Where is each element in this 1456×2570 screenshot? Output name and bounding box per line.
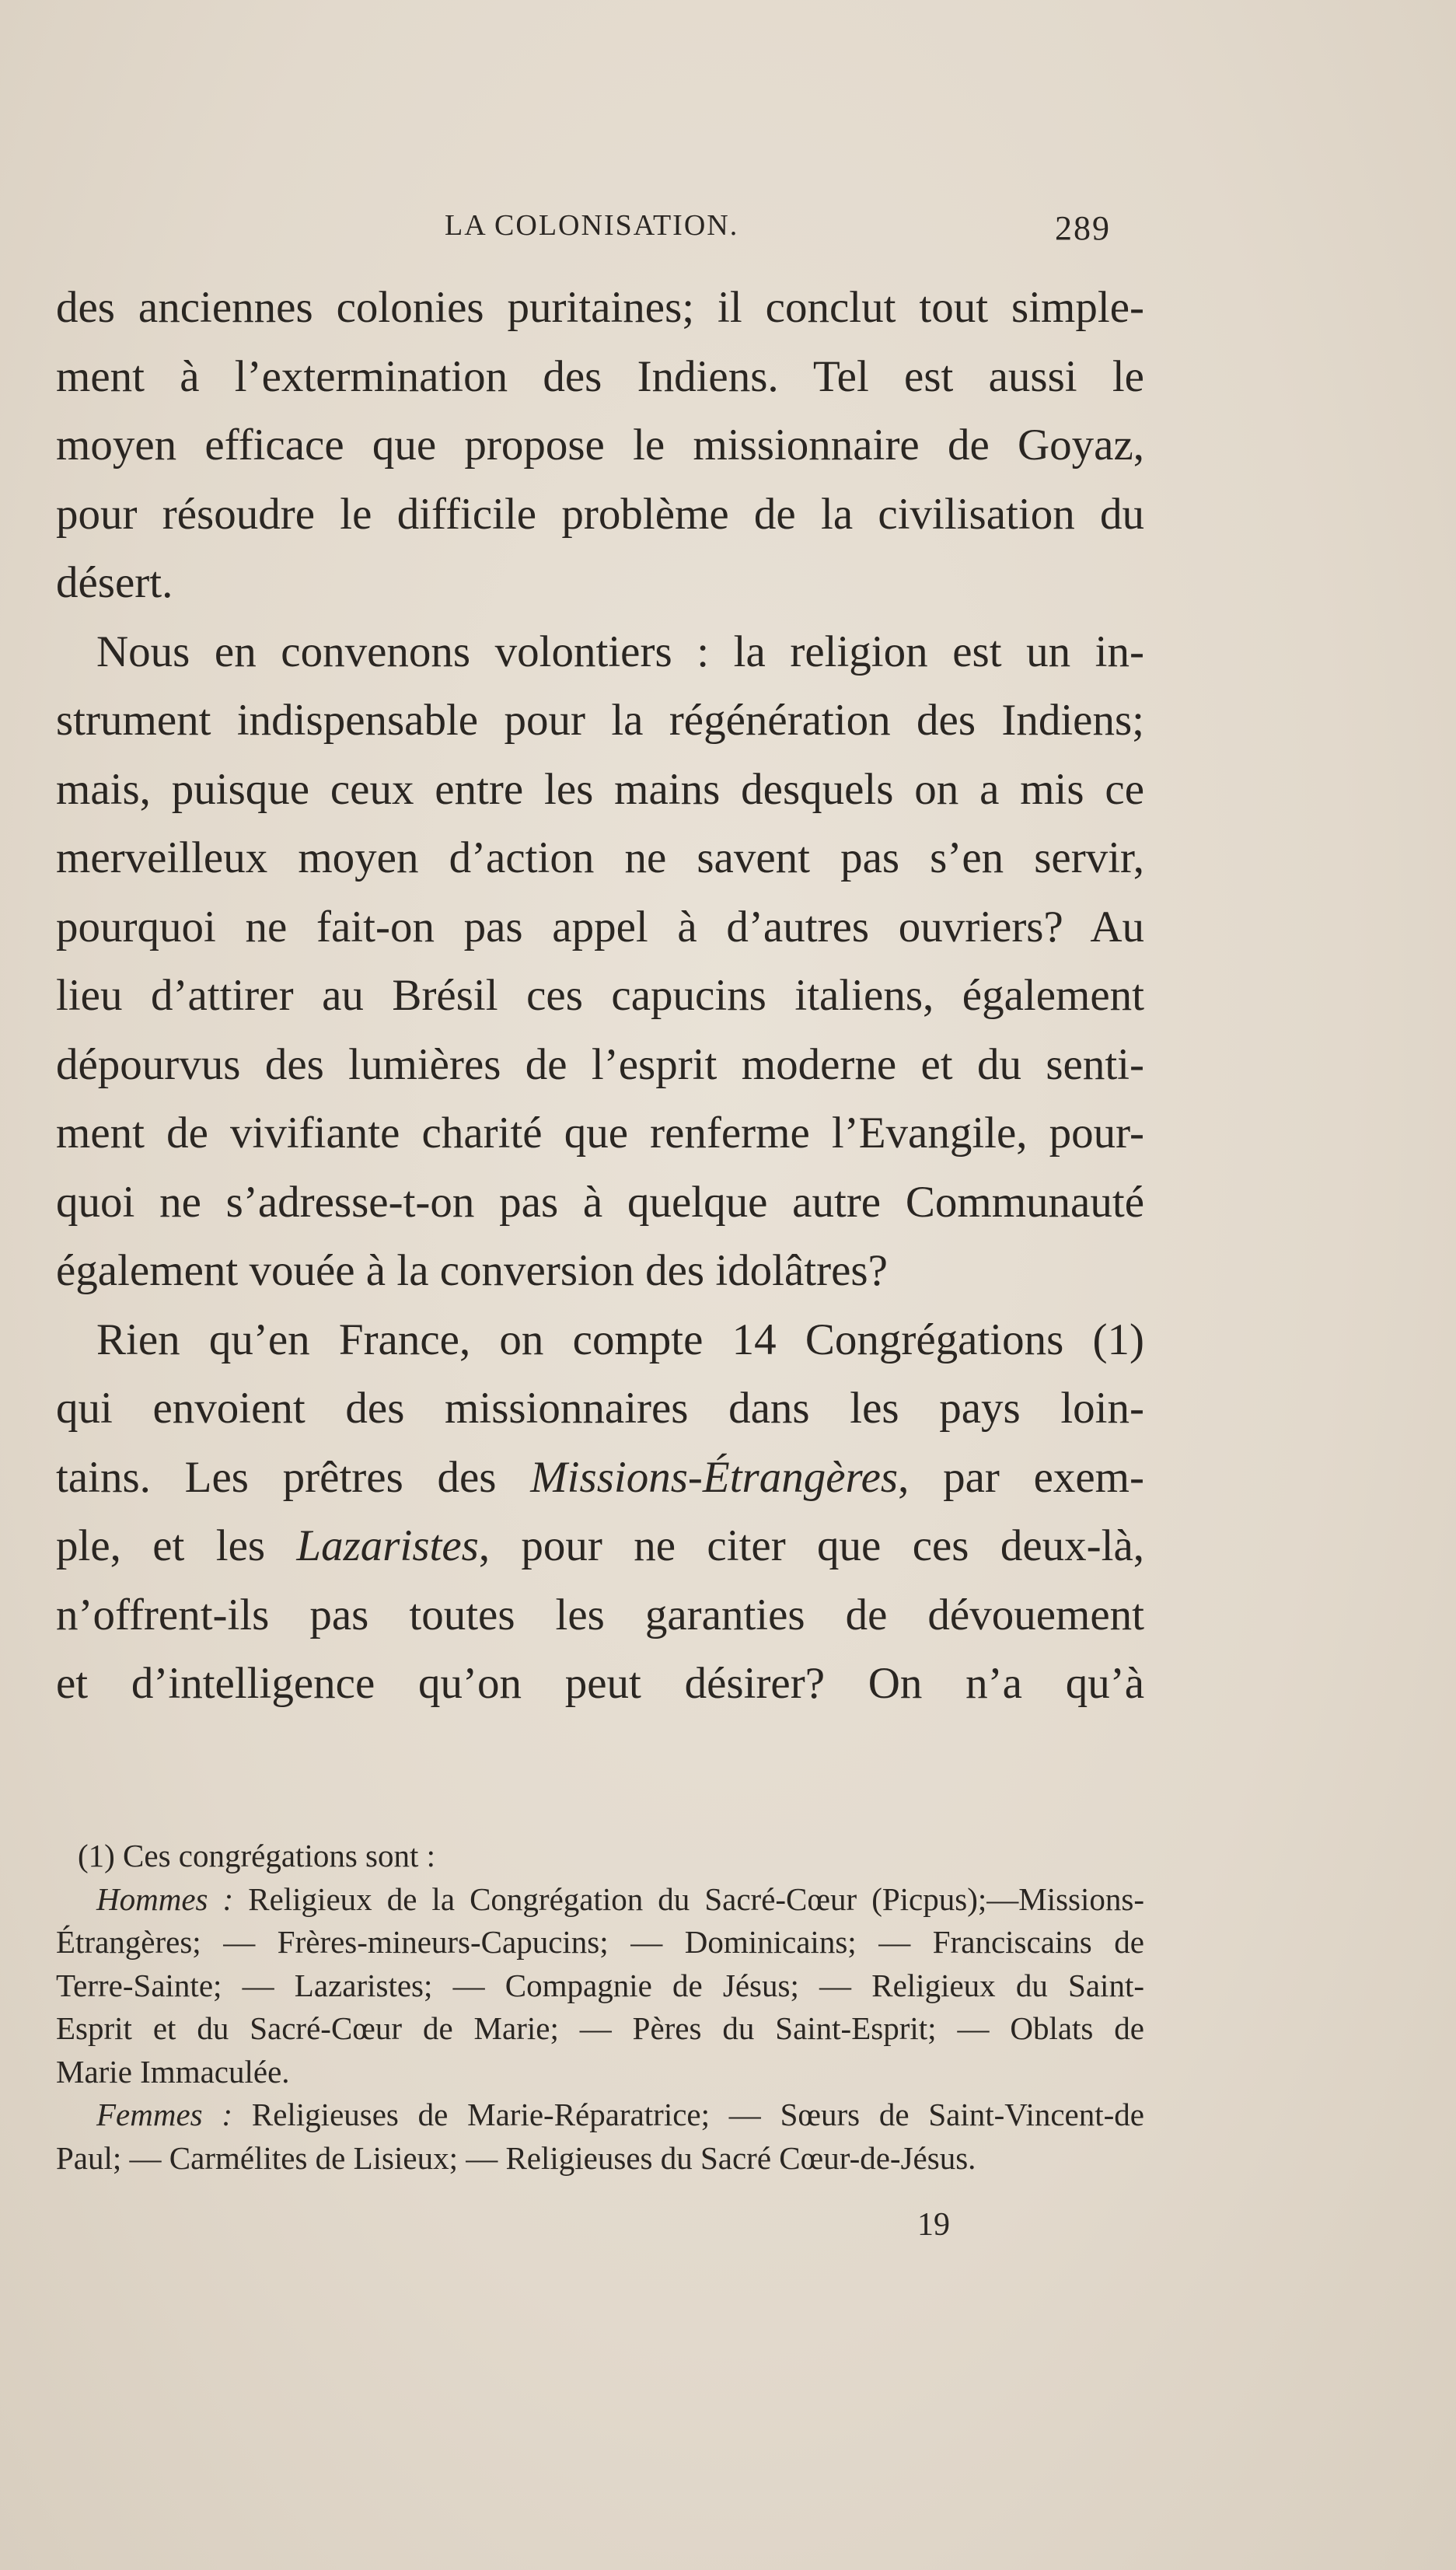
text-run: Religieux de la Congrégation du Sacré-Cœur (Picpus);—Missions- — [233, 1880, 1144, 1917]
footnote-line — [78, 1878, 1144, 1922]
running-head — [56, 208, 1144, 255]
page-number: 289 — [1055, 209, 1111, 247]
signature-mark: 19 — [917, 2207, 950, 2243]
footnote-line — [78, 2093, 1144, 2137]
text-line — [56, 1512, 1144, 1581]
footnote-label-men: Hommes : — [96, 1880, 234, 1917]
running-title: LA COLONISATION. — [445, 209, 739, 242]
footnote-line: Esprit et du Sacré-Cœur de Marie; — Pères du Saint-Esprit; — Oblats de — [56, 2010, 1144, 2046]
text-line: merveilleux moyen d’action ne savent pas s’en servir, — [56, 833, 1144, 882]
text-line: Nous en convenons volontiers : la religion est un in- — [96, 627, 1144, 676]
text-run: tains. Les prêtres des — [56, 1452, 531, 1502]
footnote-line: Étrangères; — Frères-mineurs-Capucins; — Dominicains; — Franciscains de — [56, 1924, 1144, 1960]
text-line: moyen efficace que propose le missionnaire de Goyaz, — [56, 421, 1144, 470]
text-line: lieu d’attirer au Brésil ces capucins italiens, également — [56, 971, 1144, 1020]
text-line: pourquoi ne fait-on pas appel à d’autres ouvriers? Au — [56, 902, 1144, 952]
text-line: mais, puisque ceux entre les mains desquels on a mis ce — [56, 764, 1144, 814]
footnote-line: Terre-Sainte; — Lazaristes; — Compagnie de Jésus; — Religieux du Saint- — [56, 1967, 1144, 2003]
text-line: n’offrent-ils pas toutes les garanties de dévouement — [56, 1590, 1144, 1639]
italic-title: Lazaristes — [296, 1521, 479, 1570]
footnote-label-women: Femmes : — [96, 2097, 233, 2132]
footnote — [56, 1835, 1144, 2180]
text-line: quoi ne s’adresse-t-on pas à quelque autre Communauté — [56, 1177, 1144, 1227]
text-line: également vouée à la conversion des idolâtres? — [56, 1246, 888, 1295]
italic-title: Missions-Étrangères — [530, 1452, 899, 1502]
footnote-line: Marie Immaculée. — [56, 2053, 290, 2090]
text-line: dépourvus des lumières de l’esprit moderne et du senti- — [56, 1039, 1144, 1089]
text-run: , par exem- — [898, 1452, 1144, 1502]
text-line: des anciennes colonies puritaines; il conclut tout simple- — [56, 283, 1144, 332]
text-line — [56, 1444, 1144, 1513]
footnote-line: Paul; — Carmélites de Lisieux; — Religieuses du Sacré Cœur-de-Jésus. — [56, 2139, 976, 2176]
text-run: ple, et les — [56, 1521, 297, 1570]
text-line: et d’intelligence qu’on peut désirer? On n’a qu’à — [56, 1659, 1144, 1708]
footnote-intro: (1) Ces congrégations sont : — [78, 1838, 436, 1873]
text-line: qui envoient des missionnaires dans les pays loin- — [56, 1384, 1144, 1433]
text-line: pour résoudre le difficile problème de la civilisation du — [56, 489, 1144, 539]
text-line: Rien qu’en France, on compte 14 Congrégations (1) — [96, 1315, 1144, 1364]
text-line: ment de vivifiante charité que renferme l’Evangile, pour- — [56, 1109, 1144, 1158]
text-run: , pour ne citer que ces deux-là, — [478, 1521, 1145, 1570]
text-line: ment à l’extermination des Indiens. Tel est aussi le — [56, 351, 1144, 401]
text-run: Religieuses de Marie-Réparatrice; — Sœurs de Saint-Vincent-de — [232, 2097, 1144, 2132]
text-line: désert. — [56, 558, 173, 607]
text-line: strument indispensable pour la régénération des Indiens; — [56, 696, 1144, 745]
body-text — [56, 274, 1144, 1719]
